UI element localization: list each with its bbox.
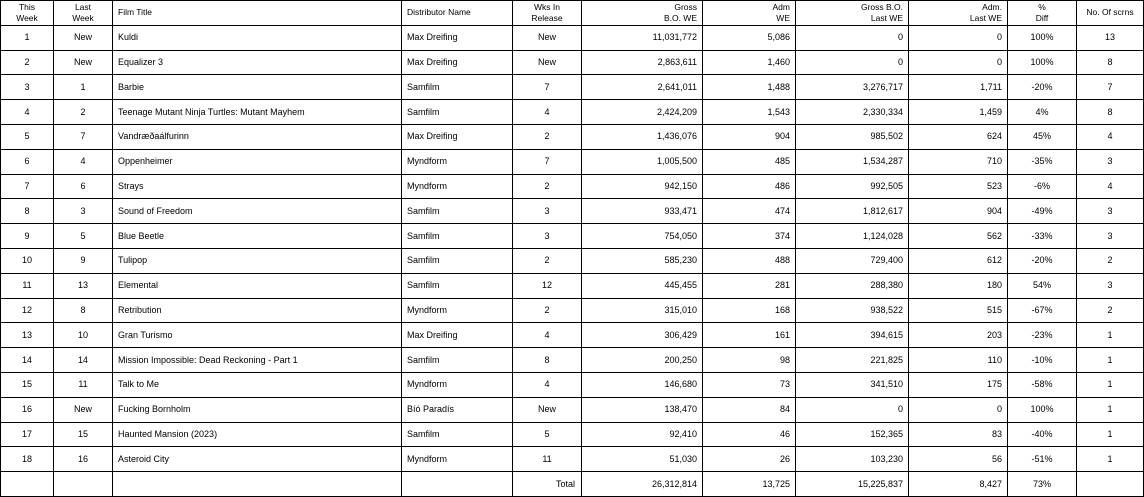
table-row [1, 273, 1144, 298]
cell-gross-bo-last-we: 1,812,617 [796, 199, 909, 224]
cell-distributor: Samfilm [402, 199, 513, 224]
column-header-film-title [113, 1, 402, 26]
cell-last-week: 6 [54, 174, 113, 199]
cell-this-week: 17 [1, 422, 54, 447]
cell-pct-diff: -67% [1008, 298, 1077, 323]
cell-last-week: 9 [54, 248, 113, 273]
cell-wks-in-release: 4 [513, 100, 582, 125]
cell-adm-last-we: 0 [909, 397, 1008, 422]
cell-wks-in-release: 11 [513, 447, 582, 472]
header-line: Gross B.O. [860, 1, 903, 12]
cell-gross-bo-last-we: 288,380 [796, 273, 909, 298]
table-row [1, 174, 1144, 199]
cell-wks-in-release: 8 [513, 348, 582, 373]
cell-gross-bo-last-we: 0 [796, 25, 909, 50]
cell-pct-diff: -6% [1008, 174, 1077, 199]
cell-film-title: Gran Turismo [113, 323, 402, 348]
cell-adm-we: 1,543 [703, 100, 796, 125]
header-line: Adm. [982, 1, 1002, 12]
header-line: Adm [772, 1, 790, 12]
cell-wks-in-release: 3 [513, 199, 582, 224]
cell-wks-in-release: 7 [513, 75, 582, 100]
cell-no-of-screens: 3 [1077, 199, 1144, 224]
cell-film-title: Mission Impossible: Dead Reckoning - Part 1 [113, 348, 402, 373]
cell-distributor: Max Dreifing [402, 25, 513, 50]
header-line: Release [531, 12, 563, 23]
cell-gross-bo-we: 138,470 [582, 397, 703, 422]
table-row [1, 323, 1144, 348]
table-row [1, 372, 1144, 397]
cell-pct-diff: 45% [1008, 124, 1077, 149]
cell-pct-diff: -35% [1008, 149, 1077, 174]
cell-distributor: Max Dreifing [402, 50, 513, 75]
cell-no-of-screens: 1 [1077, 422, 1144, 447]
cell-wks-in-release: New [513, 50, 582, 75]
cell-distributor: Bíó Paradís [402, 397, 513, 422]
cell-pct-diff: 54% [1008, 273, 1077, 298]
cell-film-title: Kuldi [113, 25, 402, 50]
cell-distributor: Max Dreifing [402, 323, 513, 348]
cell-wks-in-release: 7 [513, 149, 582, 174]
cell-adm-last-we: 83 [909, 422, 1008, 447]
cell-last-week: 2 [54, 100, 113, 125]
table-row [1, 25, 1144, 50]
cell-gross-bo-last-we: 0 [796, 50, 909, 75]
cell-wks-in-release: 2 [513, 174, 582, 199]
cell-adm-we: 904 [703, 124, 796, 149]
cell-adm-last-we: 612 [909, 248, 1008, 273]
cell-film-title: Barbie [113, 75, 402, 100]
cell-last-week: 16 [54, 447, 113, 472]
cell-wks-in-release: New [513, 397, 582, 422]
cell-gross-bo-we: 51,030 [582, 447, 703, 472]
cell-last-week: 14 [54, 348, 113, 373]
totals-gross-we: 26,312,814 [582, 472, 703, 497]
cell-adm-we: 1,488 [703, 75, 796, 100]
cell-film-title: Asteroid City [113, 447, 402, 472]
cell-film-title: Blue Beetle [113, 224, 402, 249]
cell-this-week: 7 [1, 174, 54, 199]
cell-wks-in-release: 2 [513, 298, 582, 323]
cell-last-week: New [54, 50, 113, 75]
cell-last-week: 1 [54, 75, 113, 100]
table-row [1, 348, 1144, 373]
cell-adm-we: 84 [703, 397, 796, 422]
cell-adm-last-we: 180 [909, 273, 1008, 298]
cell-gross-bo-we: 1,436,076 [582, 124, 703, 149]
cell-pct-diff: -49% [1008, 199, 1077, 224]
cell-adm-last-we: 110 [909, 348, 1008, 373]
cell-distributor: Samfilm [402, 273, 513, 298]
header-line: This [18, 1, 36, 12]
cell-distributor: Samfilm [402, 75, 513, 100]
cell-no-of-screens: 2 [1077, 298, 1144, 323]
cell-no-of-screens: 3 [1077, 149, 1144, 174]
cell-gross-bo-last-we: 103,230 [796, 447, 909, 472]
cell-no-of-screens: 7 [1077, 75, 1144, 100]
cell-adm-last-we: 515 [909, 298, 1008, 323]
cell-gross-bo-last-we: 221,825 [796, 348, 909, 373]
cell-adm-we: 26 [703, 447, 796, 472]
cell-wks-in-release: 2 [513, 124, 582, 149]
cell-adm-last-we: 523 [909, 174, 1008, 199]
cell-distributor: Samfilm [402, 224, 513, 249]
cell-adm-we: 281 [703, 273, 796, 298]
cell-no-of-screens: 13 [1077, 25, 1144, 50]
cell-distributor: Myndform [402, 298, 513, 323]
cell-gross-bo-we: 92,410 [582, 422, 703, 447]
header-line: Diff [1035, 12, 1049, 23]
cell-adm-last-we: 0 [909, 50, 1008, 75]
cell-pct-diff: -23% [1008, 323, 1077, 348]
cell-adm-we: 73 [703, 372, 796, 397]
cell-gross-bo-last-we: 341,510 [796, 372, 909, 397]
column-header-adm-last-we [909, 1, 1008, 26]
cell-adm-we: 1,460 [703, 50, 796, 75]
table-row [1, 50, 1144, 75]
cell-distributor: Samfilm [402, 422, 513, 447]
cell-adm-last-we: 56 [909, 447, 1008, 472]
cell-pct-diff: -51% [1008, 447, 1077, 472]
cell-pct-diff: 100% [1008, 397, 1077, 422]
cell-pct-diff: 100% [1008, 25, 1077, 50]
cell-last-week: 11 [54, 372, 113, 397]
cell-this-week: 3 [1, 75, 54, 100]
cell-gross-bo-last-we: 985,502 [796, 124, 909, 149]
cell-distributor: Myndform [402, 447, 513, 472]
cell-gross-bo-last-we: 729,400 [796, 248, 909, 273]
totals-spacer [1, 472, 54, 497]
totals-spacer [1077, 472, 1144, 497]
cell-gross-bo-last-we: 938,522 [796, 298, 909, 323]
cell-pct-diff: 100% [1008, 50, 1077, 75]
cell-film-title: Equalizer 3 [113, 50, 402, 75]
cell-distributor: Samfilm [402, 348, 513, 373]
cell-gross-bo-last-we: 1,124,028 [796, 224, 909, 249]
totals-adm-last-we: 8,427 [909, 472, 1008, 497]
header-row [1, 1, 1144, 26]
cell-adm-we: 485 [703, 149, 796, 174]
totals-row [1, 472, 1144, 497]
cell-wks-in-release: 3 [513, 224, 582, 249]
cell-this-week: 4 [1, 100, 54, 125]
cell-gross-bo-we: 2,641,011 [582, 75, 703, 100]
cell-film-title: Teenage Mutant Ninja Turtles: Mutant Mayhem [113, 100, 402, 125]
cell-film-title: Sound of Freedom [113, 199, 402, 224]
cell-film-title: Talk to Me [113, 372, 402, 397]
cell-last-week: New [54, 25, 113, 50]
cell-adm-last-we: 0 [909, 25, 1008, 50]
header-line: Gross [674, 1, 697, 12]
cell-this-week: 1 [1, 25, 54, 50]
column-header-no-of-screens [1077, 1, 1144, 26]
cell-gross-bo-we: 200,250 [582, 348, 703, 373]
cell-gross-bo-we: 2,424,209 [582, 100, 703, 125]
column-header-adm-we [703, 1, 796, 26]
cell-no-of-screens: 1 [1077, 348, 1144, 373]
cell-pct-diff: -20% [1008, 248, 1077, 273]
cell-gross-bo-last-we: 0 [796, 397, 909, 422]
cell-film-title: Elemental [113, 273, 402, 298]
cell-no-of-screens: 1 [1077, 397, 1144, 422]
cell-gross-bo-last-we: 394,615 [796, 323, 909, 348]
cell-no-of-screens: 8 [1077, 100, 1144, 125]
header-line: No. Of scrns [1086, 7, 1134, 18]
table-row [1, 199, 1144, 224]
cell-adm-we: 488 [703, 248, 796, 273]
cell-gross-bo-we: 315,010 [582, 298, 703, 323]
cell-distributor: Myndform [402, 174, 513, 199]
totals-spacer [113, 472, 402, 497]
cell-no-of-screens: 1 [1077, 372, 1144, 397]
cell-adm-last-we: 203 [909, 323, 1008, 348]
cell-no-of-screens: 1 [1077, 323, 1144, 348]
cell-wks-in-release: New [513, 25, 582, 50]
cell-this-week: 2 [1, 50, 54, 75]
column-header-this-week [1, 1, 54, 26]
cell-wks-in-release: 4 [513, 372, 582, 397]
cell-pct-diff: -58% [1008, 372, 1077, 397]
cell-pct-diff: 4% [1008, 100, 1077, 125]
cell-this-week: 5 [1, 124, 54, 149]
totals-pct-diff: 73% [1008, 472, 1077, 497]
column-header-gross-bo-we [582, 1, 703, 26]
table-row [1, 124, 1144, 149]
cell-gross-bo-we: 585,230 [582, 248, 703, 273]
cell-adm-we: 486 [703, 174, 796, 199]
cell-gross-bo-we: 2,863,611 [582, 50, 703, 75]
cell-adm-we: 161 [703, 323, 796, 348]
cell-this-week: 11 [1, 273, 54, 298]
header-line: Film Title [118, 7, 152, 18]
totals-adm-we: 13,725 [703, 472, 796, 497]
table-row [1, 100, 1144, 125]
cell-last-week: New [54, 397, 113, 422]
column-header-pct-diff [1008, 1, 1077, 26]
table-row [1, 248, 1144, 273]
cell-gross-bo-we: 1,005,500 [582, 149, 703, 174]
cell-adm-we: 474 [703, 199, 796, 224]
cell-adm-last-we: 175 [909, 372, 1008, 397]
totals-spacer [54, 472, 113, 497]
cell-distributor: Samfilm [402, 100, 513, 125]
cell-last-week: 3 [54, 199, 113, 224]
cell-gross-bo-last-we: 3,276,717 [796, 75, 909, 100]
table-row [1, 298, 1144, 323]
table-row [1, 149, 1144, 174]
cell-pct-diff: -33% [1008, 224, 1077, 249]
cell-wks-in-release: 5 [513, 422, 582, 447]
cell-no-of-screens: 4 [1077, 174, 1144, 199]
header-line: Week [72, 12, 94, 23]
cell-film-title: Haunted Mansion (2023) [113, 422, 402, 447]
header-line: Distributor Name [407, 7, 471, 18]
table-header [1, 1, 1144, 26]
header-line: Last [74, 1, 92, 12]
header-line: WE [776, 12, 790, 23]
cell-adm-we: 5,086 [703, 25, 796, 50]
cell-last-week: 10 [54, 323, 113, 348]
cell-last-week: 15 [54, 422, 113, 447]
cell-distributor: Myndform [402, 372, 513, 397]
column-header-wks-in-release [513, 1, 582, 26]
column-header-last-week [54, 1, 113, 26]
cell-this-week: 16 [1, 397, 54, 422]
cell-film-title: Oppenheimer [113, 149, 402, 174]
cell-no-of-screens: 3 [1077, 273, 1144, 298]
column-header-distributor-name [402, 1, 513, 26]
cell-gross-bo-we: 942,150 [582, 174, 703, 199]
cell-adm-we: 168 [703, 298, 796, 323]
header-line: Week [16, 12, 38, 23]
cell-distributor: Samfilm [402, 248, 513, 273]
cell-this-week: 14 [1, 348, 54, 373]
cell-gross-bo-we: 146,680 [582, 372, 703, 397]
totals-spacer [402, 472, 513, 497]
cell-gross-bo-last-we: 992,505 [796, 174, 909, 199]
cell-this-week: 13 [1, 323, 54, 348]
cell-pct-diff: -40% [1008, 422, 1077, 447]
cell-no-of-screens: 4 [1077, 124, 1144, 149]
cell-distributor: Myndform [402, 149, 513, 174]
header-line: Wks In [534, 1, 560, 12]
cell-gross-bo-we: 11,031,772 [582, 25, 703, 50]
cell-last-week: 7 [54, 124, 113, 149]
cell-adm-last-we: 1,459 [909, 100, 1008, 125]
header-line: B.O. WE [663, 12, 697, 23]
cell-pct-diff: -10% [1008, 348, 1077, 373]
cell-gross-bo-last-we: 152,365 [796, 422, 909, 447]
cell-gross-bo-we: 933,471 [582, 199, 703, 224]
cell-this-week: 6 [1, 149, 54, 174]
header-line: Last WE [870, 12, 903, 23]
cell-gross-bo-we: 445,455 [582, 273, 703, 298]
table-row [1, 75, 1144, 100]
cell-adm-we: 46 [703, 422, 796, 447]
cell-last-week: 8 [54, 298, 113, 323]
cell-film-title: Fucking Bornholm [113, 397, 402, 422]
cell-adm-we: 374 [703, 224, 796, 249]
cell-last-week: 5 [54, 224, 113, 249]
cell-wks-in-release: 4 [513, 323, 582, 348]
cell-wks-in-release: 2 [513, 248, 582, 273]
cell-distributor: Max Dreifing [402, 124, 513, 149]
cell-last-week: 13 [54, 273, 113, 298]
cell-film-title: Vandræðaálfurinn [113, 124, 402, 149]
table-row [1, 397, 1144, 422]
cell-wks-in-release: 12 [513, 273, 582, 298]
cell-adm-last-we: 904 [909, 199, 1008, 224]
cell-no-of-screens: 2 [1077, 248, 1144, 273]
cell-this-week: 15 [1, 372, 54, 397]
table-footer [1, 472, 1144, 497]
cell-film-title: Retribution [113, 298, 402, 323]
cell-this-week: 18 [1, 447, 54, 472]
cell-adm-last-we: 1,711 [909, 75, 1008, 100]
cell-adm-we: 98 [703, 348, 796, 373]
cell-this-week: 9 [1, 224, 54, 249]
table-body [1, 25, 1144, 471]
cell-last-week: 4 [54, 149, 113, 174]
table-row [1, 224, 1144, 249]
cell-adm-last-we: 562 [909, 224, 1008, 249]
cell-this-week: 8 [1, 199, 54, 224]
cell-adm-last-we: 710 [909, 149, 1008, 174]
cell-this-week: 10 [1, 248, 54, 273]
cell-gross-bo-we: 306,429 [582, 323, 703, 348]
cell-gross-bo-we: 754,050 [582, 224, 703, 249]
cell-pct-diff: -20% [1008, 75, 1077, 100]
table-row [1, 422, 1144, 447]
cell-gross-bo-last-we: 2,330,334 [796, 100, 909, 125]
cell-no-of-screens: 8 [1077, 50, 1144, 75]
header-line: % [1038, 1, 1046, 12]
cell-no-of-screens: 3 [1077, 224, 1144, 249]
cell-adm-last-we: 624 [909, 124, 1008, 149]
cell-film-title: Tulipop [113, 248, 402, 273]
cell-gross-bo-last-we: 1,534,287 [796, 149, 909, 174]
totals-label: Total [513, 472, 582, 497]
column-header-gross-bo-last-we [796, 1, 909, 26]
cell-no-of-screens: 1 [1077, 447, 1144, 472]
cell-this-week: 12 [1, 298, 54, 323]
header-line: Last WE [969, 12, 1002, 23]
totals-gross-last-we: 15,225,837 [796, 472, 909, 497]
table-row [1, 447, 1144, 472]
cell-film-title: Strays [113, 174, 402, 199]
